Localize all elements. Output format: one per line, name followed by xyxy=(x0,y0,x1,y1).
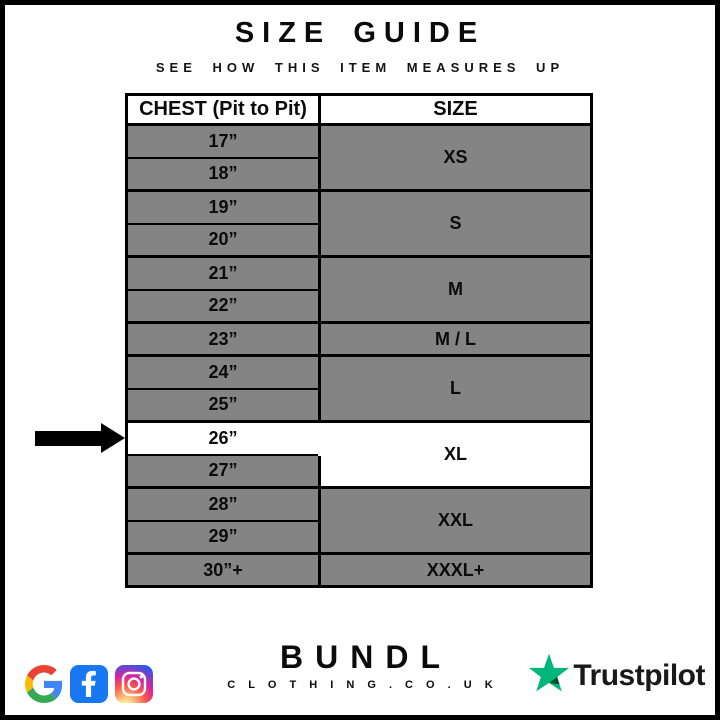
selected-row-arrow xyxy=(35,423,125,453)
table-row xyxy=(127,191,592,224)
page-title: SIZE GUIDE xyxy=(234,17,486,49)
chest-cell: 24” xyxy=(127,356,320,389)
table-row xyxy=(127,323,592,356)
chest-cell: 18” xyxy=(127,158,320,191)
size-cell: M / L xyxy=(320,323,592,356)
left-arrow-head-icon xyxy=(101,423,125,453)
size-cell: M xyxy=(320,257,592,323)
left-arrow-icon xyxy=(35,431,101,446)
chest-cell: 30”+ xyxy=(127,554,320,587)
trustpilot-star-icon xyxy=(528,652,570,699)
page-subtitle: SEE HOW THIS ITEM MEASURES UP xyxy=(155,60,565,75)
chest-cell: 20” xyxy=(127,224,320,257)
chest-cell: 23” xyxy=(127,323,320,356)
size-table-body xyxy=(127,125,592,587)
table-row xyxy=(127,356,592,389)
brand-domain: C L O T H I N G . C O . U K xyxy=(227,679,498,691)
table-row xyxy=(127,554,592,587)
google-icon xyxy=(25,665,63,703)
table-row xyxy=(127,422,592,455)
table-row xyxy=(127,125,592,158)
social-logos xyxy=(25,665,153,703)
table-header-row xyxy=(127,95,592,125)
instagram-icon xyxy=(115,665,153,703)
size-table xyxy=(125,93,593,588)
trustpilot-label: Trustpilot xyxy=(573,658,705,692)
size-cell: L xyxy=(320,356,592,422)
size-cell: S xyxy=(320,191,592,257)
brand-logo xyxy=(227,639,498,691)
trustpilot-logo xyxy=(528,652,705,699)
chest-cell: 29” xyxy=(127,521,320,554)
chest-cell: 19” xyxy=(127,191,320,224)
chest-cell: 21” xyxy=(127,257,320,290)
chest-cell: 27” xyxy=(127,455,320,488)
facebook-icon xyxy=(70,665,108,703)
table-row xyxy=(127,257,592,290)
chest-cell: 22” xyxy=(127,290,320,323)
chest-cell: 25” xyxy=(127,389,320,422)
column-header-size: SIZE xyxy=(320,95,592,125)
size-cell: XS xyxy=(320,125,592,191)
chest-cell: 28” xyxy=(127,488,320,521)
brand-name: BUNDL xyxy=(280,639,452,675)
chest-cell: 17” xyxy=(127,125,320,158)
table-row xyxy=(127,488,592,521)
chest-cell: 26” xyxy=(127,422,320,455)
size-cell: XXL xyxy=(320,488,592,554)
size-cell: XXXL+ xyxy=(320,554,592,587)
column-header-chest: CHEST (Pit to Pit) xyxy=(127,95,320,125)
size-cell: XL xyxy=(320,422,592,488)
